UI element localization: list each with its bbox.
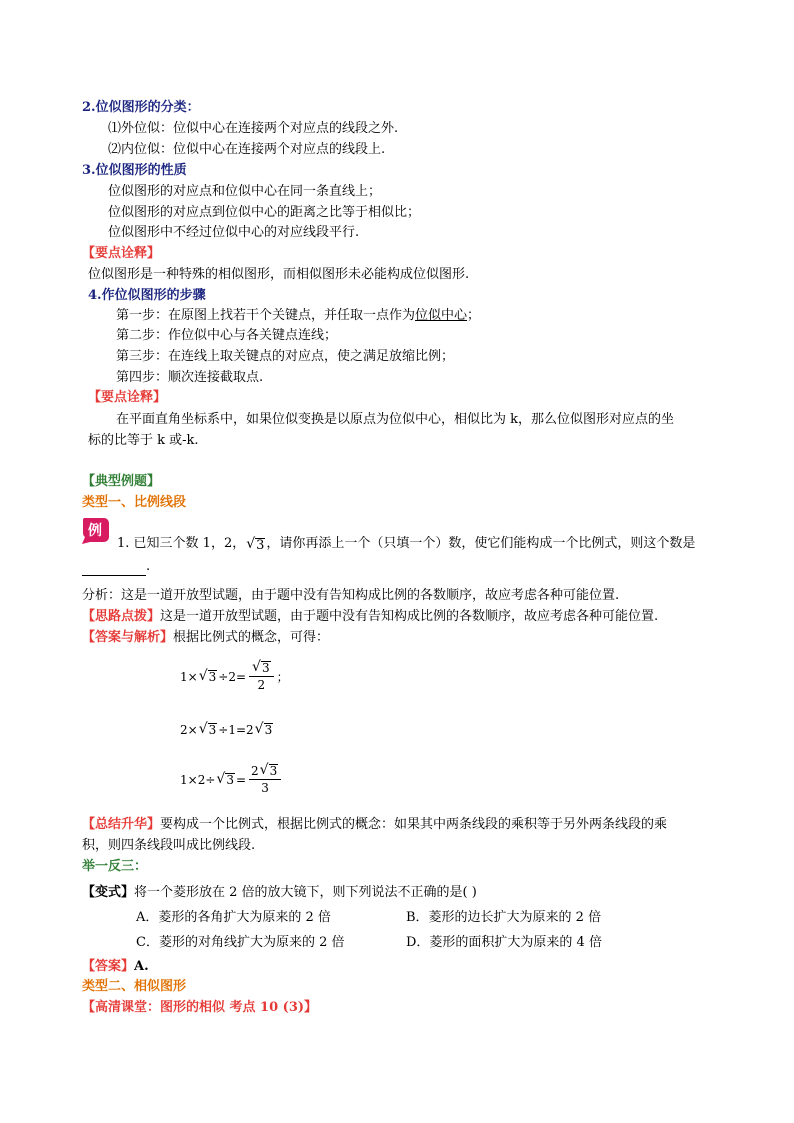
q1-sqrt: √ 3 — [246, 535, 265, 553]
eq2-mid: ÷1=2 — [218, 722, 254, 737]
hint-text: 这是一道开放型试题，由于题中没有告知构成比例的各数顺序，故应考虑各种可能位置. — [160, 609, 659, 624]
q1-suffix: ，请你再添上一个（只填一个）数，使它们能构成一个比例式，则这个数是 — [266, 536, 696, 551]
answer-tag: 【答案与解析】 — [82, 630, 174, 645]
s3-item-3: 位似图形中不经过位似中心的对应线段平行. — [108, 225, 360, 240]
variant-text: 将一个菱形放在 2 倍的放大镜下，则下列说法不正确的是( ) — [134, 885, 477, 900]
eq3-sqrt: √ 3 — [216, 771, 234, 787]
practice-answer — [82, 958, 149, 976]
eq1-mid: ÷2= — [218, 669, 247, 684]
summary-line-2: 积，则四条线段叫成比例线段. — [82, 838, 256, 853]
equation-1 — [180, 660, 289, 693]
q1-prefix: 1. 已知三个数 1，2， — [117, 536, 246, 551]
example-badge-icon — [80, 515, 110, 545]
equation-2 — [180, 722, 274, 737]
example-badge-label: 例 — [88, 523, 102, 539]
q1-end: . — [146, 559, 151, 574]
variant-tag: 【变式】 — [82, 885, 135, 900]
type-1-heading: 类型一、比例线段 — [82, 495, 187, 510]
option-b: B．菱形的边长扩大为原来的 2 倍 — [406, 910, 602, 925]
option-d: D．菱形的面积扩大为原来的 4 倍 — [406, 935, 602, 950]
eq2-sqrt: √ 3 — [198, 721, 217, 737]
hint-tag: 【思路点拨】 — [82, 609, 161, 624]
type-2-heading: 类型二、相似图形 — [82, 979, 187, 994]
hint-line — [82, 608, 658, 626]
answer-blank-line — [82, 563, 146, 576]
note1-text: 位似图形是一种特殊的相似图形，而相似图形未必能构成位似图形. — [88, 267, 470, 282]
s4-step-1-underlined: 位似中心 — [415, 308, 468, 323]
analysis-text: 分析：这是一道开放型试题，由于题中没有告知构成比例的各数顺序，故应考虑各种可能位置. — [82, 588, 620, 603]
practice-answer-tag: 【答案】 — [82, 959, 135, 974]
s4-step-4: 第四步：顺次连接截取点. — [116, 370, 264, 385]
option-a: A．菱形的各角扩大为原来的 2 倍 — [136, 910, 331, 925]
answer-text: 根据比例式的概念，可得： — [173, 630, 330, 645]
eq1-fraction: √ 3 2 — [249, 660, 274, 693]
section-3-title: 3.位似图形的性质 — [82, 163, 187, 178]
s4-step-1-suffix: ； — [467, 308, 481, 323]
s4-step-1-prefix: 第一步：在原图上找若干个关键点，并任取一点作为 — [116, 308, 416, 323]
note2-line-2: 标的比等于 k 或-k. — [88, 433, 199, 448]
examples-heading: 【典型例题】 — [82, 474, 161, 489]
equation-3 — [180, 763, 284, 796]
section-4-title: 4.作位似图形的步骤 — [88, 288, 206, 303]
eq1-sqrt: √ 3 — [198, 668, 217, 684]
s4-step-1 — [116, 307, 480, 325]
summary-tag: 【总结升华】 — [82, 817, 161, 832]
s3-item-1: 位似图形的对应点和位似中心在同一条直线上； — [108, 184, 382, 199]
summary-line-1 — [82, 816, 667, 834]
eq3-mid: = — [235, 772, 247, 787]
eq3-pre: 1×2÷ — [180, 772, 216, 787]
practice-answer-value: A. — [134, 959, 149, 974]
eq2-sqrt-result: √ 3 — [254, 721, 273, 737]
s3-item-2: 位似图形的对应点到位似中心的距离之比等于相似比； — [108, 205, 421, 220]
s2-item-inner: ⑵内位似：位似中心在连接两个对应点的线段上. — [108, 142, 386, 157]
section-2-title: 2.位似图形的分类： — [82, 100, 200, 115]
eq1-end: ； — [276, 670, 289, 684]
question-1 — [117, 535, 695, 553]
q1-answer-blank — [82, 558, 150, 576]
option-c: C．菱形的对角线扩大为原来的 2 倍 — [136, 935, 345, 950]
eq2-pre: 2× — [180, 722, 198, 737]
variant-line — [82, 884, 477, 902]
practice-heading: 举一反三： — [82, 859, 148, 874]
s4-step-3: 第三步：在连线上取关键点的对应点，使之满足放缩比例； — [116, 349, 455, 364]
s2-item-outer: ⑴外位似：位似中心在连接两个对应点的线段之外. — [108, 121, 399, 136]
eq3-fraction: 2 √ 3 3 — [249, 763, 281, 796]
note2-line-1: 在平面直角坐标系中，如果位似变换是以原点为位似中心，相似比为 k，那么位似图形对应点的坐 — [116, 412, 675, 427]
note1-tag: 【要点诠释】 — [82, 246, 161, 261]
eq1-pre: 1× — [180, 669, 198, 684]
answer-line — [82, 629, 329, 647]
hd-class-note: 【高清课堂：图形的相似 考点 10 (3)】 — [82, 1000, 318, 1015]
summary-text-1: 要构成一个比例式，根据比例式的概念：如果其中两条线段的乘积等于另外两条线段的乘 — [160, 817, 668, 832]
note2-tag: 【要点诠释】 — [88, 390, 167, 405]
s4-step-2: 第二步：作位似中心与各关键点连线； — [116, 328, 338, 343]
